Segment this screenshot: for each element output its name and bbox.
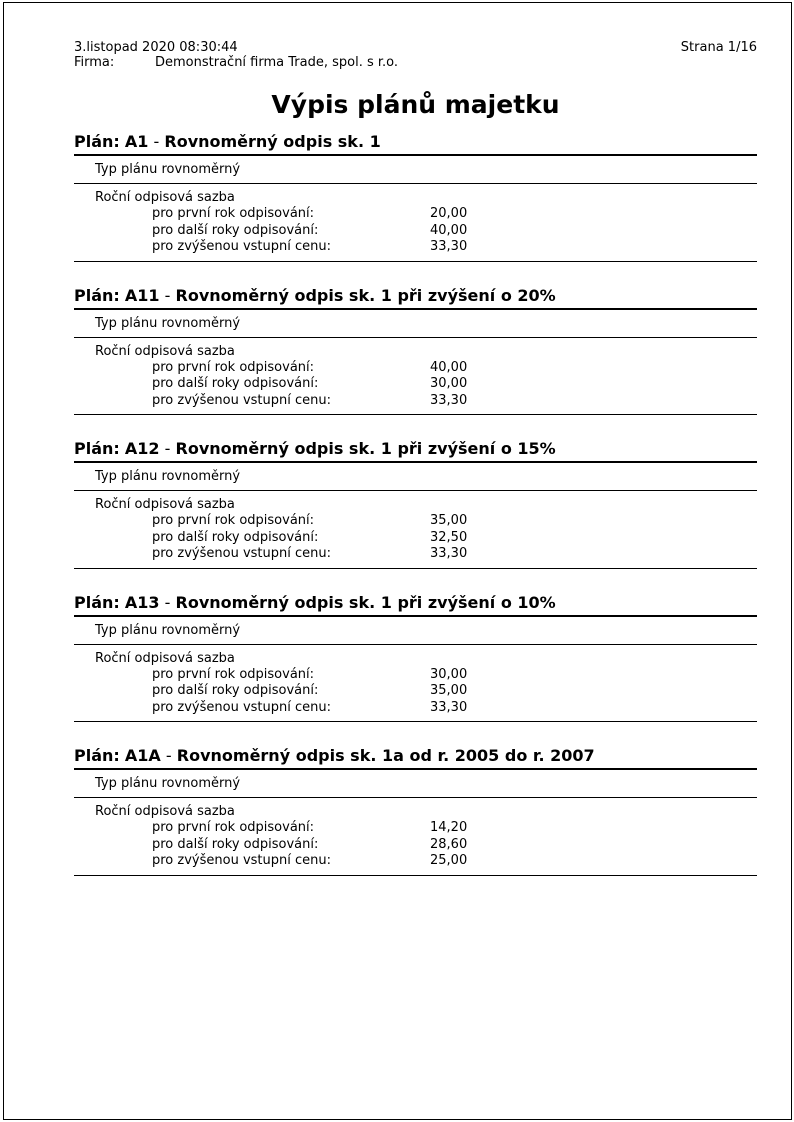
rate-value: 33,30 bbox=[430, 699, 468, 715]
page-header bbox=[74, 40, 757, 55]
rate-row-increased-price bbox=[74, 393, 757, 410]
rates-heading: Roční odpisová sazba bbox=[95, 343, 235, 359]
rate-value: 33,30 bbox=[430, 392, 468, 408]
plan-code: A12 bbox=[124, 439, 160, 458]
rate-label: pro další roky odpisování: bbox=[152, 836, 319, 852]
rate-row-next-years bbox=[74, 223, 757, 240]
report-title: Výpis plánů majetku bbox=[271, 90, 560, 119]
plan-type-label: Typ plánu bbox=[95, 776, 158, 791]
plan-header bbox=[74, 594, 757, 617]
plan-header-dash: - bbox=[164, 592, 171, 612]
rate-label: pro zvýšenou vstupní cenu: bbox=[152, 239, 331, 254]
plan-type-row bbox=[74, 156, 757, 184]
plan-section bbox=[74, 747, 757, 876]
plan-prefix: Plán: bbox=[74, 592, 120, 612]
rate-label: pro další roky odpisování: bbox=[152, 376, 319, 391]
rate-value: 32,50 bbox=[430, 529, 468, 545]
rate-label: pro zvýšenou vstupní cenu: bbox=[152, 392, 331, 408]
plan-header bbox=[74, 747, 757, 770]
rates-heading: Roční odpisová sazba bbox=[95, 190, 235, 205]
plan-section bbox=[74, 133, 757, 262]
plan-header bbox=[74, 287, 757, 310]
rate-label: pro zvýšenou vstupní cenu: bbox=[152, 853, 331, 868]
rate-label: pro další roky odpisování: bbox=[152, 683, 319, 698]
plans-container bbox=[74, 133, 757, 876]
plan-code: A11 bbox=[124, 285, 160, 305]
plan-type-value: rovnoměrný bbox=[161, 162, 241, 177]
rate-value: 40,00 bbox=[430, 222, 468, 238]
plan-prefix: Plán: bbox=[74, 132, 120, 151]
rate-row-increased-price bbox=[74, 546, 757, 563]
rate-row-next-years bbox=[74, 530, 757, 547]
plan-header-dash: - bbox=[164, 285, 171, 305]
rate-row-first-year bbox=[74, 513, 757, 530]
rate-row-first-year bbox=[74, 360, 757, 377]
plan-type-row bbox=[74, 310, 757, 338]
plan-name: Rovnoměrný odpis sk. 1 bbox=[164, 132, 381, 151]
rate-value: 30,00 bbox=[430, 666, 468, 682]
rate-value: 33,30 bbox=[430, 546, 468, 561]
plan-rates bbox=[74, 645, 757, 723]
plan-type-label: Typ plánu bbox=[95, 315, 158, 331]
rate-value: 20,00 bbox=[430, 206, 468, 221]
rate-label: pro další roky odpisování: bbox=[152, 222, 319, 238]
rate-label: pro první rok odpisování: bbox=[152, 206, 315, 221]
plan-rates bbox=[74, 491, 757, 569]
plan-name: Rovnoměrný odpis sk. 1a od r. 2005 do r. 2007 bbox=[176, 746, 595, 765]
plan-prefix: Plán: bbox=[74, 439, 120, 458]
rates-heading: Roční odpisová sazba bbox=[95, 804, 235, 819]
rate-row-increased-price bbox=[74, 853, 757, 870]
rate-label: pro zvýšenou vstupní cenu: bbox=[152, 546, 331, 561]
rate-value: 14,20 bbox=[430, 820, 468, 835]
plan-section bbox=[74, 287, 757, 416]
plan-header-dash: - bbox=[164, 439, 171, 458]
rates-heading: Roční odpisová sazba bbox=[95, 650, 235, 666]
plan-type-label: Typ plánu bbox=[95, 469, 158, 484]
plan-header-dash: - bbox=[153, 132, 160, 151]
rate-label: pro první rok odpisování: bbox=[152, 513, 315, 528]
plan-name: Rovnoměrný odpis sk. 1 při zvýšení o 15% bbox=[175, 439, 556, 458]
plan-type-label: Typ plánu bbox=[95, 622, 158, 638]
rate-row-first-year bbox=[74, 667, 757, 684]
rate-row-next-years bbox=[74, 837, 757, 854]
rate-row-first-year bbox=[74, 206, 757, 223]
plan-section bbox=[74, 594, 757, 723]
rate-value: 25,00 bbox=[430, 853, 468, 868]
plan-prefix: Plán: bbox=[74, 285, 120, 305]
plan-prefix: Plán: bbox=[74, 746, 120, 765]
rate-value: 40,00 bbox=[430, 359, 468, 375]
report-datetime: 3.listopad 2020 08:30:44 bbox=[74, 40, 238, 55]
plan-rates bbox=[74, 798, 757, 876]
rate-label: pro další roky odpisování: bbox=[152, 529, 319, 545]
rate-row-next-years bbox=[74, 376, 757, 393]
company-label: Firma: bbox=[74, 55, 115, 70]
rate-value: 30,00 bbox=[430, 376, 468, 391]
rate-label: pro první rok odpisování: bbox=[152, 820, 315, 835]
rate-label: pro zvýšenou vstupní cenu: bbox=[152, 699, 331, 715]
plan-type-value: rovnoměrný bbox=[161, 622, 241, 638]
rate-value: 35,00 bbox=[430, 513, 468, 528]
plan-type-row bbox=[74, 770, 757, 798]
plan-header-dash: - bbox=[165, 746, 172, 765]
plan-type-label: Typ plánu bbox=[95, 162, 158, 177]
plan-type-value: rovnoměrný bbox=[161, 776, 241, 791]
plan-type-row bbox=[74, 617, 757, 645]
rate-row-increased-price bbox=[74, 239, 757, 256]
plan-rates bbox=[74, 184, 757, 262]
rate-value: 33,30 bbox=[430, 239, 468, 254]
rate-row-next-years bbox=[74, 683, 757, 700]
page-number: Strana 1/16 bbox=[680, 40, 757, 55]
rate-value: 35,00 bbox=[430, 683, 468, 698]
rate-row-increased-price bbox=[74, 700, 757, 717]
rate-label: pro první rok odpisování: bbox=[152, 359, 315, 375]
plan-name: Rovnoměrný odpis sk. 1 při zvýšení o 20% bbox=[175, 285, 556, 305]
company-row bbox=[74, 55, 757, 70]
rate-label: pro první rok odpisování: bbox=[152, 666, 315, 682]
plan-code: A1 bbox=[124, 132, 149, 151]
plan-type-value: rovnoměrný bbox=[161, 469, 241, 484]
plan-header bbox=[74, 440, 757, 463]
plan-code: A1A bbox=[124, 746, 161, 765]
rate-row-first-year bbox=[74, 820, 757, 837]
plan-rates bbox=[74, 338, 757, 416]
plan-type-row bbox=[74, 463, 757, 491]
report-page bbox=[74, 40, 757, 876]
plan-section bbox=[74, 440, 757, 569]
company-name: Demonstrační firma Trade, spol. s r.o. bbox=[155, 55, 399, 70]
plan-header bbox=[74, 133, 757, 156]
plan-code: A13 bbox=[124, 592, 160, 612]
rate-value: 28,60 bbox=[430, 836, 468, 852]
plan-type-value: rovnoměrný bbox=[161, 315, 241, 331]
rates-heading: Roční odpisová sazba bbox=[95, 497, 235, 512]
plan-name: Rovnoměrný odpis sk. 1 při zvýšení o 10% bbox=[175, 592, 556, 612]
